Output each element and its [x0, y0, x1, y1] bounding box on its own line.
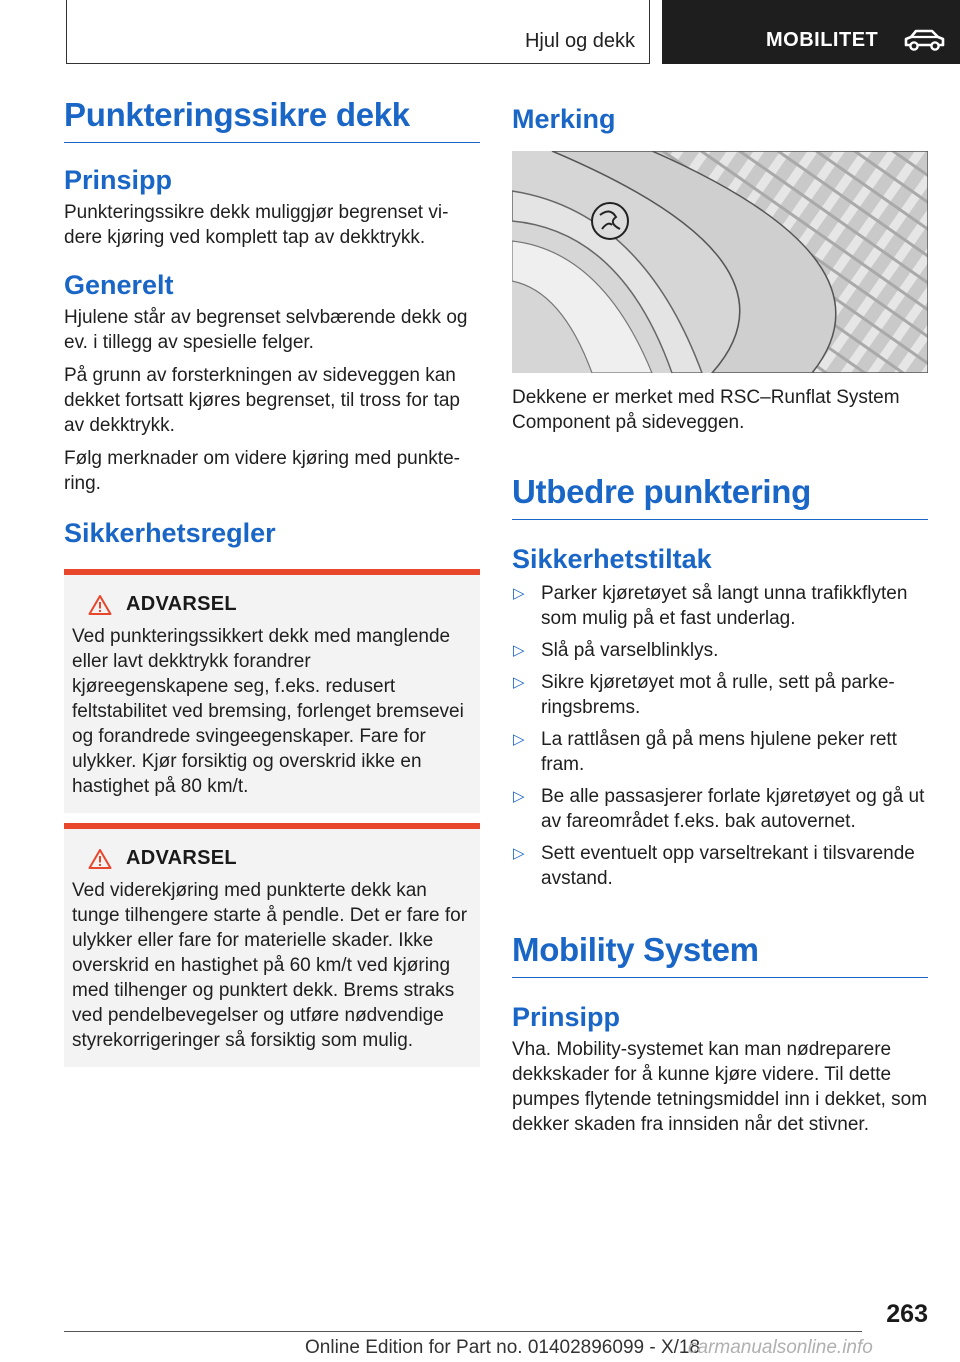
- heading-merking: Merking: [512, 104, 616, 134]
- header-chapter-tab: [662, 0, 960, 64]
- header-section-box: [66, 0, 650, 64]
- heading-prinsipp: Prinsipp: [64, 165, 173, 195]
- triangle-bullet-icon: ▷: [513, 674, 525, 691]
- heading-sikkerhetstiltak: Sikkerhetstiltak: [512, 544, 712, 574]
- warning-box-1: [64, 569, 480, 813]
- triangle-bullet-icon: ▷: [513, 731, 525, 748]
- list-item-text: Be alle passasjerer forlate kjøretøyet og gå ut av fareområdet f.eks. bak autovernet.: [541, 786, 925, 832]
- list-item: [512, 670, 928, 720]
- list-item-text: Sikre kjøretøyet mot å rulle, sett på parkeringsbrems.: [541, 672, 895, 718]
- tire-sidewall-illustration: [512, 151, 928, 373]
- section-title-mobility: Mobility System: [512, 931, 928, 978]
- list-item: [512, 841, 928, 891]
- page-number: 263: [886, 1300, 928, 1328]
- heading-mobility-prinsipp: Prinsipp: [512, 1002, 621, 1032]
- warning-triangle-icon: [88, 594, 112, 616]
- left-column: [64, 96, 480, 1067]
- list-item-text: Sett eventuelt opp varseltrekant i tilsvarende avstand.: [541, 843, 915, 889]
- footer-divider: [64, 1331, 862, 1332]
- safety-steps-list: [512, 581, 928, 891]
- page-title-runflat: Punkteringssikre dekk: [64, 96, 480, 143]
- generelt-text-1: Hjulene står av begrenset selvbærende dekk og ev. i tillegg av spesielle felger.: [64, 307, 468, 353]
- heading-generelt: Generelt: [64, 270, 174, 300]
- list-item: [512, 784, 928, 834]
- tire-drawing: [512, 151, 928, 373]
- header-section-title: Hjul og dekk: [524, 30, 635, 52]
- list-item-text: La rattlåsen gå på mens hjulene peker rett fram.: [541, 729, 897, 775]
- right-column: [512, 96, 928, 1137]
- header-chapter-title: MOBILITET: [766, 29, 879, 51]
- list-item-text: Slå på varselblinklys.: [541, 640, 719, 661]
- footer-edition: Online Edition for Part no. 01402896099 - X/18: [305, 1337, 701, 1358]
- triangle-bullet-icon: ▷: [513, 585, 525, 602]
- triangle-bullet-icon: ▷: [513, 845, 525, 862]
- prinsipp-text: Punkteringssikre dekk muliggjør begrenset videre kjøring ved komplett tap av dekktrykk.: [64, 202, 449, 248]
- triangle-bullet-icon: ▷: [513, 788, 525, 805]
- mobility-prinsipp-text: Vha. Mobility-systemet kan man nødreparere dekkskader for å kunne kjøre videre. Til dette pumpes flytende tetningsmiddel inn i dekket, som dekker skaden fra innsiden når det stivner.: [512, 1039, 928, 1135]
- list-item-text: Parker kjøretøyet så langt unna trafikkflyten som mulig på et fast underlag.: [541, 583, 908, 629]
- heading-sikkerhetsregler: Sikkerhetsregler: [64, 518, 276, 548]
- list-item: [512, 727, 928, 777]
- warning-title-2: ADVARSEL: [126, 847, 237, 869]
- generelt-text-2: På grunn av forsterkningen av sideveggen kan dekket fortsatt kjøres begrenset, til tross for tap av dekktrykk.: [64, 365, 460, 436]
- car-icon: [902, 28, 946, 52]
- section-title-utbedre: Utbedre punktering: [512, 473, 928, 520]
- list-item: [512, 581, 928, 631]
- warning-text-2: Ved viderekjøring med punkterte dekk kan tunge tilhengere starte å pendle. Det er fare for ulykker eller fare for materielle skader. Ikke overskrid en hastighet på 60 km/t ved kjøring med tilhenger og punktert dekk. Brems straks ved pendelbevegelser og utføre nødvendige styrekorrigeringer så forsiktig som mulig.: [72, 880, 468, 1051]
- warning-text-1: Ved punkteringssikkert dekk med manglende eller lavt dekktrykk forandrer kjøreegenskapene seg, f.eks. redusert feltstabilitet ved bremsing, forlenget bremsevei og forandrede svingeegenskaper. Fare for ulykker. Kjør forsiktig og overskrid ikke en hastighet på 80 km/t.: [72, 626, 464, 797]
- warning-triangle-icon: [88, 848, 112, 870]
- footer-watermark: carmanualsonline.info: [688, 1337, 873, 1358]
- generelt-text-3: Følg merknader om videre kjøring med punktering.: [64, 448, 460, 494]
- triangle-bullet-icon: ▷: [513, 642, 525, 659]
- list-item: [512, 638, 928, 663]
- warning-title-1: ADVARSEL: [126, 593, 237, 615]
- merking-caption: Dekkene er merket med RSC–Runflat System Component på sideveggen.: [512, 387, 900, 433]
- warning-box-2: [64, 823, 480, 1067]
